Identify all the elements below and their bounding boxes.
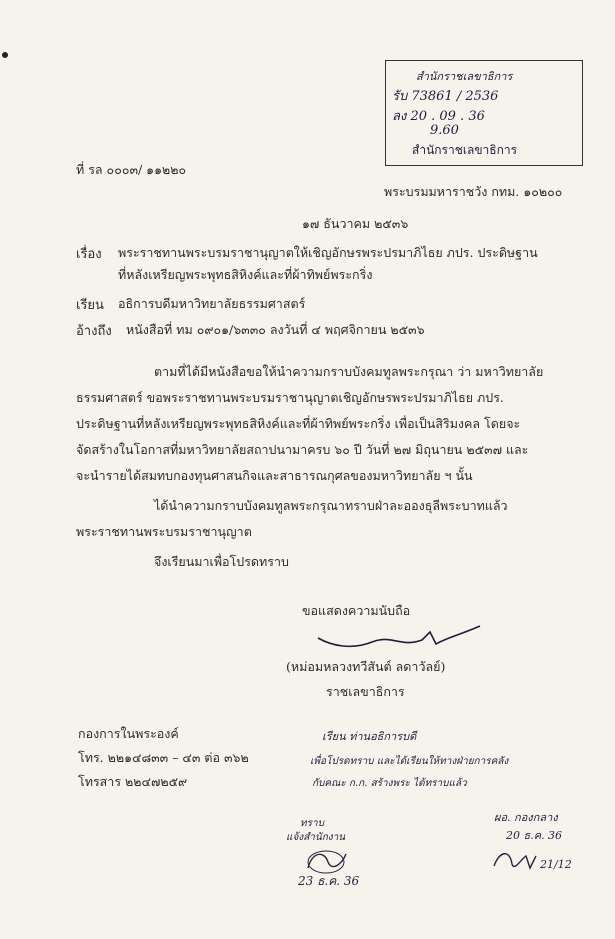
body-line-2: ธรรมศาสตร์ ขอพระราชทานพระบรมราชานุญาตเชิญอักษรพระปรมาภิไธย ภปร. [76,390,504,405]
reference-label: อ้างถึง [76,324,112,339]
handwritten-note-3: กับคณะ ก.ก. สร้างพระ ได้ทราบแล้ว [312,778,467,789]
stamp-receipt-no: รับ 73861 / 2536 [392,89,499,104]
telephone: โทร. ๒๒๑๔๘๓๓ – ๔๓ ต่อ ๓๖๒ [78,750,249,765]
body-line-5: จะนำรายได้สมทบกองทุนศาสนกิจและสาธารณกุศลของมหาวิทยาลัย ฯ นั้น [76,468,473,483]
signer-name: (หม่อมหลวงทวีสันต์ ลดาวัลย์) [286,659,446,674]
body-line-1: ตามที่ได้มีหนังสือขอให้นำความกราบบังคมทูลพระกรุณา ว่า มหาวิทยาลัย [154,364,544,379]
body-line-6: ได้นำความกราบบังคมทูลพระกรุณาทราบฝ่าละอองธุลีพระบาทแล้ว [154,498,508,513]
stamp-office: สำนักราชเลขาธิการ [412,143,518,157]
handwritten-left-note-2: แจ้งสำนักงาน [286,832,346,843]
body-line-3: ประดิษฐานที่หลังเหรียญพระพุทธสิหิงค์และที่ผ้าทิพย์พระกริ่ง เพื่อเป็นสิริมงคล โดยจะ [76,416,521,431]
body-line-8: จึงเรียนมาเพื่อโปรดทราบ [154,554,289,569]
receipt-stamp [385,60,583,166]
corner-mark [2,52,8,58]
body-line-7: พระราชทานพระบรมราชานุญาต [76,524,252,539]
office-address: พระบรมมหาราชวัง กทม. ๑๐๒๐๐ [384,184,563,199]
letter-date: ๑๗ ธันวาคม ๒๕๓๖ [302,216,409,231]
subject-label: เรื่อง [76,247,102,262]
reference-number: ที่ รล ๐๐๐๓/ ๑๑๒๒๐ [76,162,187,177]
handwritten-note-1: เรียน ท่านอธิการบดี [322,730,417,743]
subject-line-1: พระราชทานพระบรมราชานุญาตให้เชิญอักษรพระปรมาภิไธย ภปร. ประดิษฐาน [118,245,538,260]
closing: ขอแสดงความนับถือ [302,603,411,618]
stamp-date: ลง 20 . 09 . 36 [392,109,485,124]
handwritten-left-note-1: ทราบ [300,818,324,829]
signer-title: ราชเลขาธิการ [326,684,405,699]
handwritten-right-date-2: 21/12 [540,858,572,871]
signature [312,620,492,660]
stamp-time: 9.60 [430,123,459,138]
body-line-4: จัดสร้างในโอกาสที่มหาวิทยาลัยสถาปนามาครบ ๖๐ ปี วันที่ ๒๗ มิถุนายน ๒๕๓๗ และ [76,442,529,457]
to-label: เรียน [76,298,104,313]
subject-line-2: ที่หลังเหรียญพระพุทธสิหิงค์และที่ผ้าทิพย์พระกริ่ง [118,267,373,282]
handwritten-right-note: ผอ. กองกลาง [494,811,558,824]
handwritten-right-date: 20 ธ.ค. 36 [506,829,563,842]
handwritten-left-date: 23 ธ.ค. 36 [298,874,360,888]
stamp-header: สำนักราชเลขาธิการ [416,70,513,83]
department: กองการในพระองค์ [78,726,179,741]
handwritten-note-2: เพื่อโปรดทราบ และได้เรียนให้ทางฝ่ายการคลัง [310,756,509,767]
to-text: อธิการบดีมหาวิทยาลัยธรรมศาสตร์ [118,296,306,311]
fax: โทรสาร ๒๒๔๗๒๕๙ [78,774,188,789]
reference-text: หนังสือที่ ทม ๐๙๐๑/๖๓๓๐ ลงวันที่ ๔ พฤศจิกายน ๒๕๓๖ [126,322,425,337]
